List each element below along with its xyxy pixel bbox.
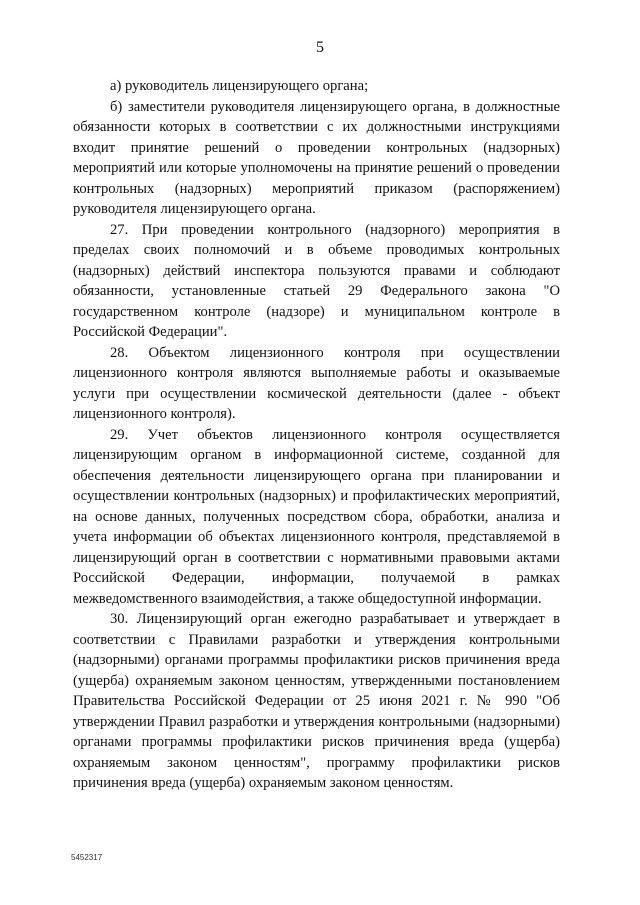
paragraph-item-b: б) заместители руководителя лицензирующего органа, в должностные обязанности которых в соответствии с их должностными инструкциями входит принятие решений о проведении контрольных (надзорных) мероприятий или которые уполномочены на принятие решений о проведении контрольных (надзорных) мероприятий приказом (распоряжением) руководителя лицензирующего органа. xyxy=(73,98,560,217)
page-number: 5 xyxy=(316,39,324,56)
paragraph-item-a: а) руководитель лицензирующего органа; xyxy=(110,78,369,94)
paragraph-29: 29. Учет объектов лицензионного контроля осуществляется лицензирующим органом в информационной системе, созданной для обеспечения деятельности лицензирующего органа при планировании и осуществлении контрольных (надзорных) и профилактических мероприятий, на основе данных, полученных посредством сбора, обработки, анализа и учета информации об объектах лицензионного контроля, представляемой в лицензирующий орган в соответствии с нормативными правовыми актами Российской Федерации, информации, получаемой в рамках межведомственного взаимодействия, а также общедоступной информации. xyxy=(73,426,560,607)
document-code: 5452317 xyxy=(71,853,103,862)
paragraph-30: 30. Лицензирующий орган ежегодно разрабатывает и утверждает в соответствии с Правилами разработки и утверждения контрольными (надзорными) органами программы профилактики рисков причинения вреда (ущерба) охраняемым законом ценностям, утвержденными постановлением Правительства Российской Федерации от 25 июня 2021 г. № 990 "Об утверждении Правил разработки и утверждения контрольными (надзорными) органами программы профилактики рисков причинения вреда (ущерба) охраняемым законом ценностям", программу профилактики рисков причинения вреда (ущерба) охраняемым законом ценностям. xyxy=(73,611,560,791)
document-body xyxy=(73,76,560,794)
paragraph-27: 27. При проведении контрольного (надзорного) мероприятия в пределах своих полномочий и в объеме проводимых контрольных (надзорных) действий инспектора пользуются правами и соблюдают обязанности, установленные статьей 29 Федерального закона "О государственном контроле (надзоре) и муниципальном контроле в Российской Федерации". xyxy=(73,221,560,340)
paragraph-28: 28. Объектом лицензионного контроля при осуществлении лицензионного контроля являются выполняемые работы и оказываемые услуги при осуществлении космической деятельности (далее - объект лицензионного контроля). xyxy=(73,344,560,422)
